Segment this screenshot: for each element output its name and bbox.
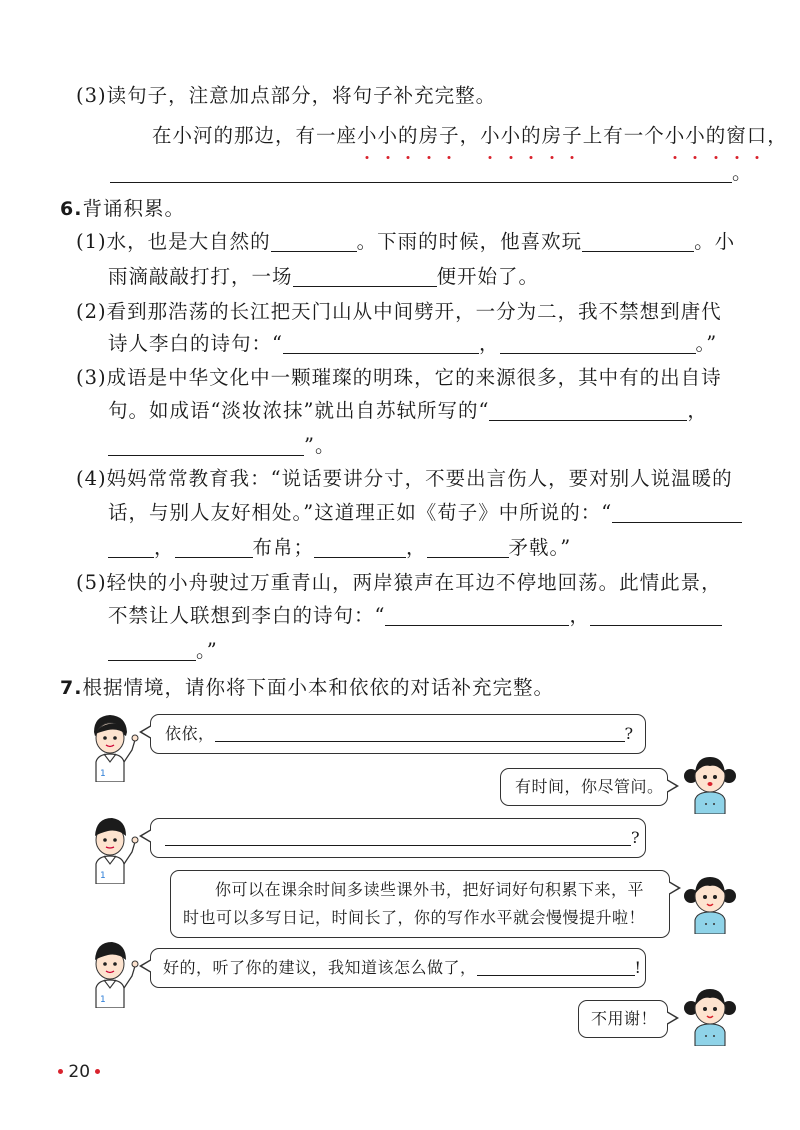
q6-item2-line2: 诗人李白的诗句：“ ， 。” bbox=[108, 332, 718, 355]
dialogue-bubble-girl-1: 有时间，你尽管问。 bbox=[500, 768, 668, 806]
svg-text:1: 1 bbox=[100, 995, 106, 1005]
q6-item5-line1: (5)轻快的小舟驶过万重青山，两岸猿声在耳边不停地回荡。此情此景， bbox=[76, 571, 722, 594]
answer-blank[interactable] bbox=[500, 331, 696, 354]
answer-blank[interactable] bbox=[293, 264, 437, 287]
girl-avatar bbox=[682, 752, 738, 814]
answer-blank[interactable] bbox=[175, 535, 253, 558]
q5-3-prompt: (3)读句子，注意加点部分，将句子补充完整。 bbox=[76, 84, 497, 107]
answer-blank[interactable] bbox=[283, 331, 479, 354]
question-title: 背诵积累。 bbox=[82, 197, 185, 220]
answer-blank[interactable] bbox=[165, 827, 631, 846]
girl-avatar bbox=[682, 872, 738, 934]
answer-blank[interactable] bbox=[427, 535, 509, 558]
answer-blank[interactable] bbox=[385, 603, 569, 626]
question-number: 7. bbox=[60, 677, 83, 699]
q6-item4-line1: (4)妈妈常常教育我：“说话要讲分寸，不要出言伤人，要对别人说温暖的 bbox=[76, 467, 733, 490]
q7-heading bbox=[60, 672, 554, 704]
boy-avatar bbox=[82, 812, 140, 884]
q6-item3-line1: (3)成语是中华文化中一颗璀璨的明珠，它的来源很多，其中有的出自诗 bbox=[76, 366, 722, 389]
dialogue-bubble-girl-2: 你可以在课余时间多读些课外书，把好词好句积累下来，平 时也可以多写日记，时间长了，你的写作水平就会慢慢提升啦！ bbox=[170, 870, 670, 938]
q6-item4-line2: 话，与别人友好相处。”这道理正如《荀子》中所说的：“ bbox=[108, 497, 742, 529]
dialogue-bubble-boy-2: ? bbox=[150, 818, 646, 858]
answer-blank[interactable] bbox=[314, 535, 406, 558]
q6-item2-line1: (2)看到那浩荡的长江把天门山从中间劈开，一分为二，我不禁想到唐代 bbox=[76, 300, 722, 323]
q6-item3-line3: ”。 bbox=[108, 430, 335, 462]
answer-blank[interactable] bbox=[582, 229, 694, 252]
answer-blank[interactable] bbox=[110, 160, 732, 183]
girl-avatar bbox=[682, 984, 738, 1046]
question-title: 根据情境，请你将下面小本和依依的对话补充完整。 bbox=[82, 676, 554, 699]
boy-avatar bbox=[82, 936, 140, 1008]
answer-blank[interactable] bbox=[612, 500, 742, 523]
dialogue-bubble-boy-1: 依依， ? bbox=[150, 714, 646, 754]
answer-blank[interactable] bbox=[108, 433, 304, 456]
svg-text:1: 1 bbox=[100, 871, 106, 881]
q6-heading bbox=[60, 193, 185, 225]
answer-blank[interactable] bbox=[590, 603, 722, 626]
q6-item1-line1: (1)水，也是大自然的 。下雨的时候，他喜欢玩 。小 bbox=[76, 230, 736, 253]
answer-blank[interactable] bbox=[108, 638, 196, 661]
answer-blank[interactable] bbox=[108, 535, 154, 558]
answer-blank[interactable] bbox=[489, 398, 687, 421]
q6-item4-line3: ， 布帛； ， 矛戟。” bbox=[108, 532, 571, 564]
q6-item5-line2: 不禁让人联想到李白的诗句：“ ， bbox=[108, 600, 722, 632]
dialogue-bubble-boy-3: 好的，听了你的建议，我知道该怎么做了， ! bbox=[150, 948, 646, 988]
q6-item3-line2: 句。如成语“淡妆浓抹”就出自苏轼所写的“ ， bbox=[108, 399, 708, 422]
dot-icon bbox=[95, 1069, 100, 1074]
boy-avatar bbox=[82, 710, 140, 782]
answer-blank[interactable] bbox=[271, 229, 357, 252]
q5-3-sentence: 在小河的那边，有一座小小的房子，小小的房子上有一个小小的窗口， bbox=[152, 120, 788, 152]
svg-text:1: 1 bbox=[100, 769, 106, 779]
answer-blank[interactable] bbox=[215, 723, 625, 742]
question-number: 6. bbox=[60, 198, 83, 220]
page-number: 20 bbox=[58, 1062, 100, 1082]
q6-item1-line2: 雨滴敲敲打打，一场 便开始了。 bbox=[108, 265, 540, 288]
answer-blank[interactable] bbox=[477, 957, 635, 976]
dot-icon bbox=[58, 1069, 63, 1074]
q5-3-answer-line: 。 bbox=[110, 157, 753, 189]
q6-item5-line3: 。” bbox=[108, 635, 218, 667]
dialogue-bubble-girl-3: 不用谢！ bbox=[578, 1000, 668, 1038]
